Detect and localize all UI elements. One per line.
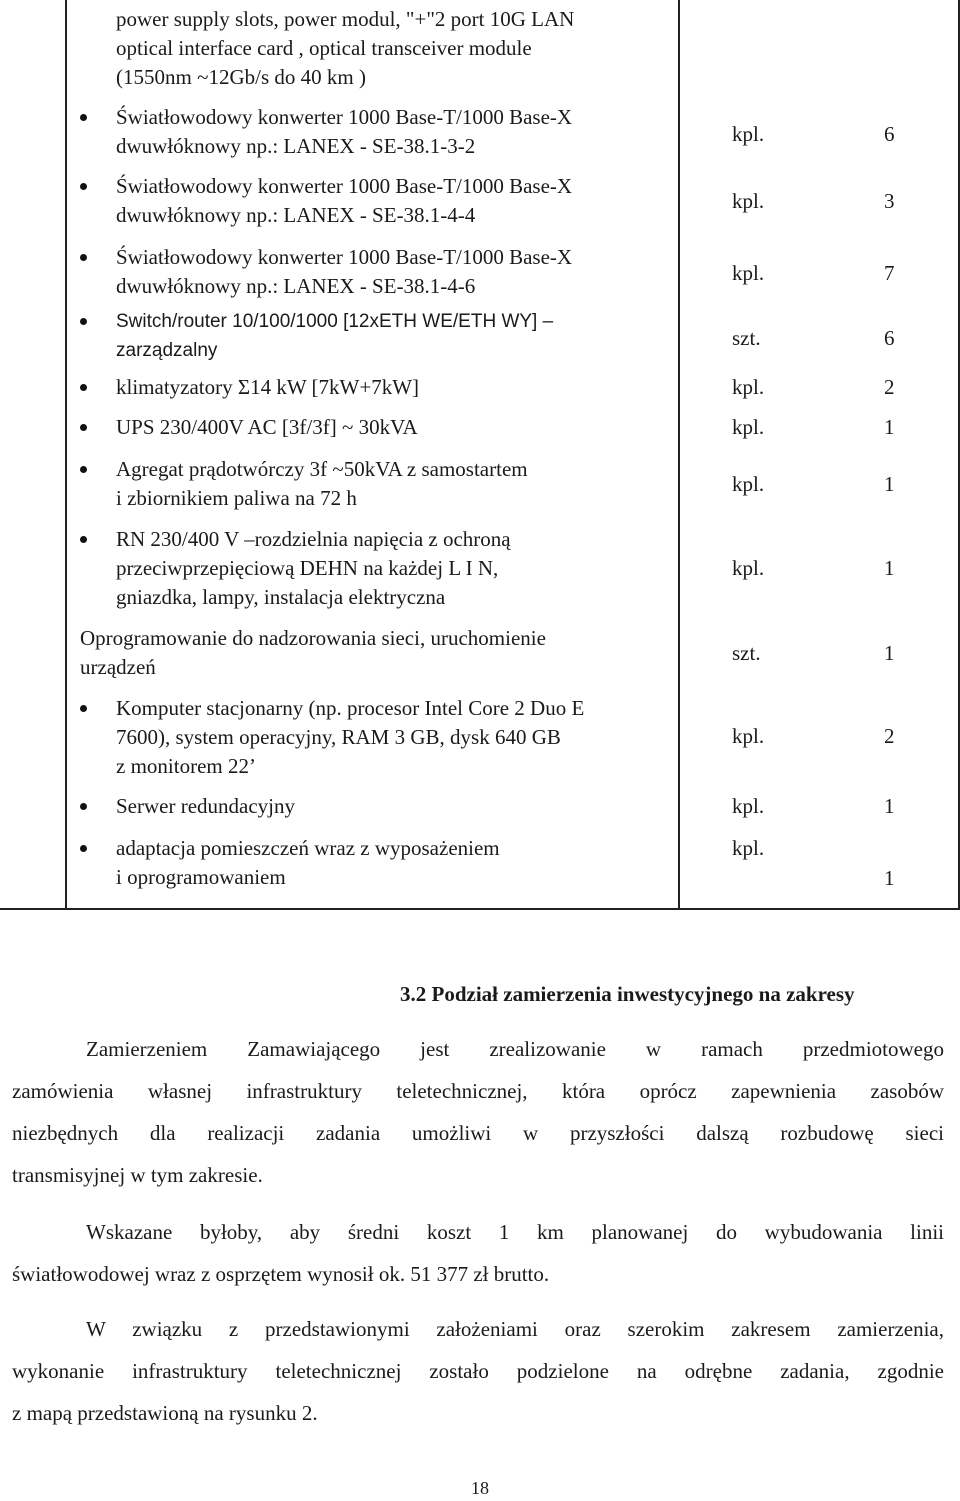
- bullet-icon: [80, 803, 87, 810]
- bullet-icon: [80, 536, 87, 543]
- bullet-icon: [80, 183, 87, 190]
- item-description: power supply slots, power modul, "+"2 port 10G LAN optical interface card , optical transceiver module (1550nm ~12Gb/s do 40 km ): [116, 7, 575, 89]
- table-bottom-border: [67, 908, 678, 910]
- item-description: klimatyzatory Σ14 kW [7kW+7kW]: [116, 375, 420, 399]
- bullet-icon: [80, 466, 87, 473]
- item-unit: kpl.: [732, 472, 765, 496]
- item-description: UPS 230/400V AC [3f/3f] ~ 30kVA: [116, 415, 418, 439]
- bullet-icon: [80, 424, 87, 431]
- item-unit: szt.: [732, 641, 761, 665]
- item-quantity: 1: [884, 794, 895, 818]
- paragraph: Wskazane byłoby, aby średni koszt 1 km planowanej do wybudowania linii światłowodowej wraz z osprzętem wynosił ok. 51 377 zł brutto.: [12, 1220, 944, 1286]
- item-unit: kpl.: [732, 556, 765, 580]
- item-unit: kpl.: [732, 122, 765, 146]
- item-description: Serwer redundacyjny: [116, 794, 296, 818]
- item-quantity: 6: [884, 326, 895, 350]
- item-unit: szt.: [732, 326, 761, 350]
- bullet-icon: [80, 254, 87, 261]
- item-description: Komputer stacjonarny (np. procesor Intel Core 2 Duo E 7600), system operacyjny, RAM 3 GB, dysk 640 GB z monitorem 22’: [116, 696, 585, 778]
- item-unit: kpl.: [732, 375, 765, 399]
- item-unit: kpl.: [732, 794, 765, 818]
- bullet-icon: [80, 705, 87, 712]
- item-quantity: 1: [884, 472, 895, 496]
- item-description: adaptacja pomieszczeń wraz z wyposażeniem i oprogramowaniem: [116, 836, 500, 889]
- item-unit: kpl.: [732, 836, 765, 860]
- item-description: Agregat prądotwórczy 3f ~50kVA z samostartem i zbiornikiem paliwa na 72 h: [116, 457, 528, 510]
- item-description: Światłowodowy konwerter 1000 Base-T/1000 Base-X dwuwłóknowy np.: LANEX - SE-38.1-4-6: [116, 245, 573, 298]
- item-description: Oprogramowanie do nadzorowania sieci, uruchomienie urządzeń: [80, 626, 546, 679]
- item-quantity: 3: [884, 189, 895, 213]
- item-unit: kpl.: [732, 415, 765, 439]
- bullet-icon: [80, 384, 87, 391]
- paragraph: W związku z przedstawionymi założeniami oraz szerokim zakresem zamierzenia, wykonanie infrastruktury teletechnicznej zostało podzielone na odrębne zadania, zgodnie z mapą przedstawioną na rysunku 2.: [12, 1317, 944, 1425]
- item-quantity: 6: [884, 122, 895, 146]
- item-quantity: 7: [884, 261, 895, 285]
- paragraph: Zamierzeniem Zamawiającego jest zrealizowanie w ramach przedmiotowego zamówienia własnej infrastruktury teletechnicznej, która oprócz zapewnienia zasobów niezbędnych dla realizacji zadania umożliwi w przyszłości dalszą rozbudowę sieci transmisyjnej w tym zakresie.: [12, 1037, 944, 1187]
- item-description: Switch/router 10/100/1000 [12xETH WE/ETH WY] – zarządzalny: [116, 311, 554, 361]
- item-unit: kpl.: [732, 261, 765, 285]
- bullet-icon: [80, 845, 87, 852]
- bullet-icon: [80, 114, 87, 121]
- item-unit: kpl.: [732, 189, 765, 213]
- section-heading: 3.2 Podział zamierzenia inwestycyjnego na zakresy: [400, 982, 855, 1006]
- item-quantity: 2: [884, 375, 895, 399]
- item-quantity: 1: [884, 556, 895, 580]
- item-quantity: 1: [884, 866, 895, 890]
- item-quantity: 1: [884, 641, 895, 665]
- item-description: Światłowodowy konwerter 1000 Base-T/1000 Base-X dwuwłóknowy np.: LANEX - SE-38.1-3-2: [116, 105, 573, 158]
- page-number: 18: [471, 1478, 489, 1498]
- table-left-column: [0, 0, 67, 910]
- bullet-icon: [80, 318, 87, 325]
- item-quantity: 2: [884, 724, 895, 748]
- item-description: RN 230/400 V –rozdzielnia napięcia z ochroną przeciwprzepięciową DEHN na każdej L I N, gniazdka, lampy, instalacja elektryczna: [116, 527, 511, 609]
- item-description: Światłowodowy konwerter 1000 Base-T/1000 Base-X dwuwłóknowy np.: LANEX - SE-38.1-4-4: [116, 174, 573, 227]
- item-quantity: 1: [884, 415, 895, 439]
- table-right-column: [678, 0, 960, 910]
- item-unit: kpl.: [732, 724, 765, 748]
